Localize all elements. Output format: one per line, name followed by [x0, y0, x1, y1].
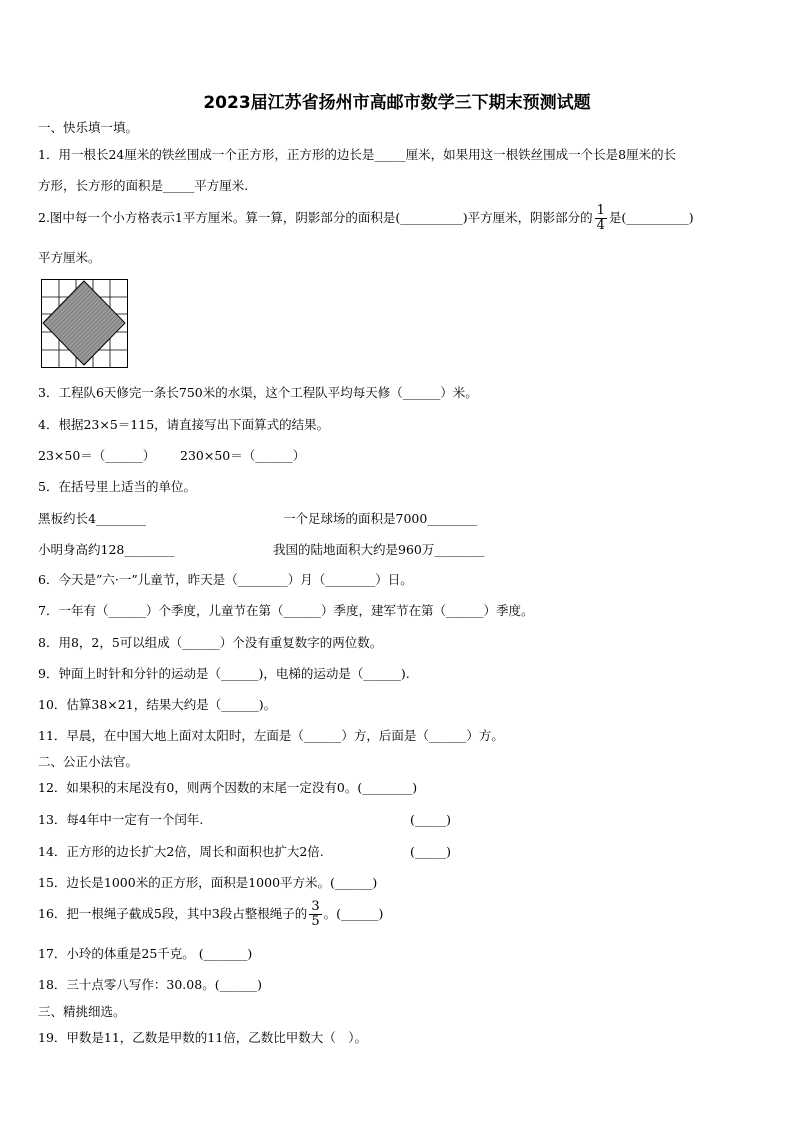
question-2-line-1 — [38, 204, 694, 233]
question-2-line-2: 平方厘米。 — [38, 250, 101, 265]
section-heading-3: 三、精挑细选。 — [38, 1004, 126, 1019]
question-16-text: 16．把一根绳子截成5段，其中3段占整根绳子的 — [38, 906, 308, 921]
question-4-equation-2: 230×50＝（______） — [180, 448, 306, 463]
question-15: 15．边长是1000米的正方形，面积是1000平方米。(______) — [38, 875, 378, 890]
fraction-numerator: 1 — [596, 203, 605, 218]
question-3: 3．工程队6天修完一条长750米的水渠，这个工程队平均每天修（______）米。 — [38, 385, 478, 400]
page-title: 2023届江苏省扬州市高邮市数学三下期末预测试题 — [203, 93, 591, 113]
question-10: 10．估算38×21，结果大约是（______)。 — [38, 697, 277, 712]
shaded-square-grid-figure — [41, 279, 129, 369]
question-14-answer-blank: (_____) — [410, 844, 452, 859]
question-16-text-end: 。(______) — [323, 906, 384, 921]
question-13-answer-blank: (_____) — [410, 812, 452, 827]
question-2-text: 2.图中每一个小方格表示1平方厘米。算一算，阴影部分的面积是(__________)平方厘米，阴影部分的 — [38, 210, 593, 225]
question-7: 7．一年有（______）个季度，儿童节在第（______）季度，建军节在第（______）季度。 — [38, 603, 534, 618]
question-5-item-b: 一个足球场的面积是7000________ — [283, 511, 478, 526]
question-19: 19．甲数是11，乙数是甲数的11倍，乙数比甲数大（ ）。 — [38, 1030, 367, 1045]
question-4: 4．根据23×5＝115，请直接写出下面算式的结果。 — [38, 417, 330, 432]
question-17: 17．小玲的体重是25千克。 (_______) — [38, 946, 253, 961]
question-18: 18．三十点零八写作：30.08。(______) — [38, 977, 262, 992]
fraction-three-fifths — [309, 900, 321, 929]
fraction-numerator: 3 — [311, 899, 320, 914]
question-16 — [38, 900, 383, 929]
question-14: 14．正方形的边长扩大2倍，周长和面积也扩大2倍. — [38, 844, 324, 859]
question-1-line-1: 1．用一根长24厘米的铁丝围成一个正方形，正方形的边长是_____厘米，如果用这一根铁丝围成一个长是8厘米的长 — [38, 147, 677, 162]
question-5: 5．在括号里上适当的单位。 — [38, 479, 196, 494]
question-5-item-c: 小明身高约128________ — [38, 542, 175, 557]
fraction-denominator: 5 — [311, 914, 320, 929]
fraction-denominator: 4 — [596, 218, 605, 233]
question-4-equation-1: 23×50＝（______） — [38, 448, 156, 463]
question-1-line-2: 方形，长方形的面积是_____平方厘米. — [38, 178, 249, 193]
fraction-one-quarter — [595, 204, 607, 233]
section-heading-2: 二、公正小法官。 — [38, 754, 139, 769]
question-8: 8．用8，2，5可以组成（______）个没有重复数字的两位数。 — [38, 635, 383, 650]
question-12: 12．如果积的末尾没有0，则两个因数的末尾一定没有0。(________) — [38, 780, 418, 795]
question-9: 9．钟面上时针和分针的运动是（______)，电梯的运动是（______). — [38, 666, 410, 681]
question-6: 6．今天是”六·一”儿童节，昨天是（________）月（________）日。 — [38, 572, 413, 587]
section-heading-1: 一、快乐填一填。 — [38, 120, 139, 135]
question-5-item-d: 我国的陆地面积大约是960万________ — [273, 542, 485, 557]
question-2-text-end: 是(__________) — [608, 210, 694, 225]
question-5-item-a: 黑板约长4________ — [38, 511, 146, 526]
question-11: 11．早晨，在中国大地上面对太阳时，左面是（______）方，后面是（______）方。 — [38, 728, 504, 743]
question-13: 13．每4年中一定有一个闰年. — [38, 812, 204, 827]
